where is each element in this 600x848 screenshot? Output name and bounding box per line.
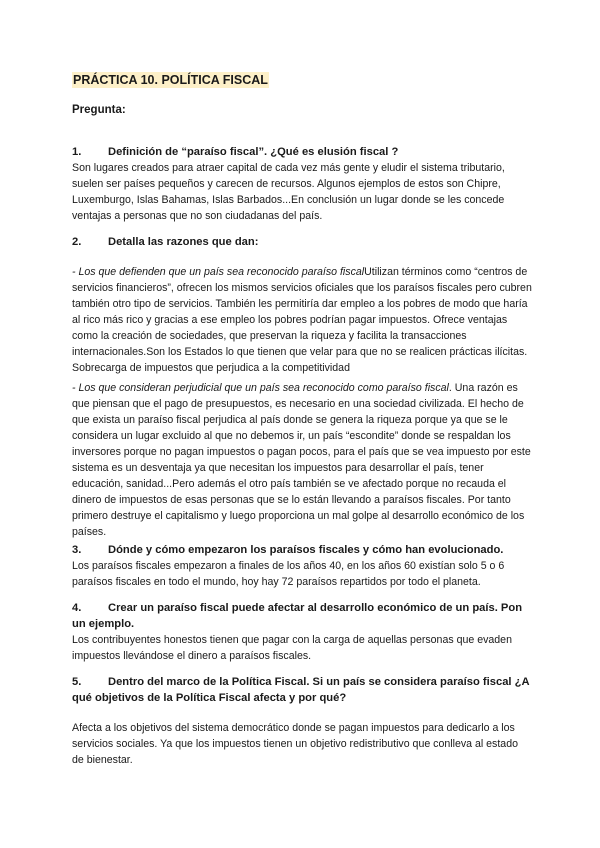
question-2-heading	[72, 234, 532, 250]
question-5-number: 5.	[72, 676, 82, 688]
question-2-answer-1	[72, 264, 532, 376]
question-5-text: Dentro del marco de la Política Fiscal. Si un país se considera paraíso fiscal ¿A qué objetivos de la Política Fiscal afecta y por qué?	[72, 676, 530, 704]
question-5	[72, 674, 532, 768]
question-4-number: 4.	[72, 602, 82, 614]
question-1-number: 1.	[72, 146, 82, 158]
question-1-answer: Son lugares creados para atraer capital de cada vez más gente y eludir el sistema tributario, suelen ser países pequeños y carecen de recursos. Algunos ejemplos de estos son Chipre, Luxemburgo, Islas Bahamas, Islas Barbados...En conclusión un lugar donde se les concede ventajas a personas que no son ciudadanas del país.	[72, 162, 505, 222]
question-3	[72, 542, 532, 590]
question-4-heading	[72, 600, 532, 632]
defenders-text: Utilizan términos como “centros de servicios financieros”, ofrecen los mismos servicios oficiales que los paraísos fiscales pero cubren también otro tipo de servicios. También les permitiría dar empleo a los pobres de modo que haría al rico más rico y gracias a ese empleo los pobres podrían pagar impuestos. Ofrece ventajas como la creación de sociedades, que preservan la riqueza y facilita la transacciones internacionales.Son los Estados lo que tienen que velar para que no se realicen prácticas ilícitas. Sobrecarga de impuestos que perjudica a la competitividad	[72, 266, 532, 374]
question-1-text: Definición de “paraíso fiscal”. ¿Qué es elusión fiscal ?	[108, 146, 399, 158]
document-title: PRÁCTICA 10. POLÍTICA FISCAL	[73, 73, 268, 87]
question-2-text: Detalla las razones que dan:	[108, 236, 259, 248]
question-1-heading	[72, 144, 532, 160]
opponents-text: . Una razón es que piensan que el pago de presupuestos, es necesario en una sociedad civilizada. El hecho de que exista un paraíso fiscal perjudica al país donde se genera la riqueza porque ya que se le considera un lugar excluido al que no debemos ir, un país “escondite” donde se respaldan los inversores porque no pagan impuestos o pagan pocos, para el país que se vea impuesto por este sistema es un desventaja ya que necesitan los impuestos para desarrollar el país, tener educación, sanidad...Pero además el otro país también se ve afectado porque no recauda el dinero de impuestos de esas personas que se lo están llevando a paraísos fiscales. Por tanto primero destruye el capitalismo y luego proporciona un mal golpe al desarrollo económico de los países.	[72, 382, 531, 538]
question-5-heading	[72, 674, 532, 706]
question-5-answer: Afecta a los objetivos del sistema democrático donde se pagan impuestos para dedicarlo a los servicios sociales. Ya que los impuestos tienen un objetivo redistributivo que conlleva al estado de bienestar.	[72, 722, 518, 766]
question-3-answer: Los paraísos fiscales empezaron a finales de los años 40, en los años 60 existían solo 5 o 6 paraísos fiscales en todo el mundo, hoy hay 72 paraísos repartidos por todo el planeta.	[72, 560, 505, 588]
question-4	[72, 600, 532, 664]
defenders-heading: - Los que defienden que un país sea reconocido paraíso fiscal	[72, 266, 365, 278]
question-1	[72, 144, 532, 224]
question-3-text: Dónde y cómo empezaron los paraísos fiscales y cómo han evolucionado.	[108, 544, 504, 556]
question-4-text: Crear un paraíso fiscal puede afectar al desarrollo económico de un país. Pon un ejemplo.	[72, 602, 523, 630]
pregunta-label: Pregunta:	[72, 104, 126, 116]
opponents-heading: - Los que consideran perjudicial que un país sea reconocido como paraíso fiscal	[72, 382, 449, 394]
question-2	[72, 234, 532, 250]
question-2-number: 2.	[72, 236, 82, 248]
question-3-number: 3.	[72, 544, 82, 556]
question-2-answer-2	[72, 380, 532, 540]
question-3-heading	[72, 542, 532, 558]
question-4-answer: Los contribuyentes honestos tienen que pagar con la carga de aquellas personas que evaden impuestos llevándose el dinero a paraísos fiscales.	[72, 634, 512, 662]
